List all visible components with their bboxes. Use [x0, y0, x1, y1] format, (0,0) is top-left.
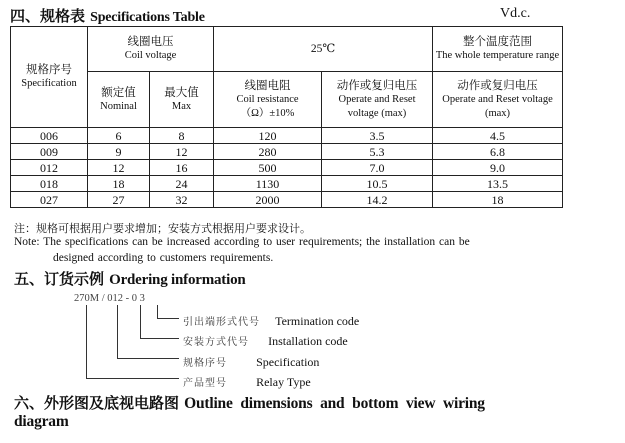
ordering-item-termination-en: Termination code: [275, 314, 360, 328]
ordering-item-termination: [183, 310, 359, 329]
section4-heading-cn: 四、规格表: [10, 7, 86, 25]
table-cell: 120: [214, 128, 322, 144]
header-max-cn: 最大值: [164, 86, 199, 99]
header-coil-resistance: [214, 72, 322, 128]
ordering-item-specification-cn: 规格序号: [183, 358, 227, 369]
table-cell: 6.8: [433, 144, 563, 160]
table-cell: 27: [88, 192, 150, 208]
header-coil-voltage-en: Coil voltage: [124, 50, 177, 61]
section5-heading-en: Ordering information: [109, 272, 246, 288]
header-25c: [214, 27, 433, 72]
header-coil-res-cn: 线圈电阻: [244, 79, 291, 92]
section6-heading-en-2: diagram: [14, 413, 69, 430]
table-cell: 6: [88, 128, 150, 144]
table-row: [11, 192, 563, 208]
table-cell: 500: [214, 160, 322, 176]
table-cell: 280: [214, 144, 322, 160]
table-cell: 12: [88, 160, 150, 176]
ordering-item-installation: [183, 330, 348, 349]
bracket-line-install-h: [140, 338, 179, 339]
section6-heading: [14, 392, 485, 413]
ordering-item-termination-cn: 引出端形式代号: [183, 317, 260, 328]
specifications-table: [10, 26, 563, 208]
header-op-reset2-en: Operate and Reset voltage (max): [442, 93, 553, 119]
header-coil-res-unit: （Ω）±10%: [240, 107, 295, 119]
header-nominal-cn: 额定值: [101, 86, 136, 99]
table-cell: 12: [150, 144, 214, 160]
note-en-label: Note:: [14, 236, 40, 248]
table-cell: 7.0: [322, 160, 433, 176]
section5-heading: [14, 268, 246, 289]
table-row: [11, 128, 563, 144]
header-operate-reset-whole: [433, 72, 563, 128]
table-cell: 14.2: [322, 192, 433, 208]
section4-heading: [10, 5, 205, 26]
header-whole-temp: [433, 27, 563, 72]
header-25c-text: 25℃: [310, 43, 336, 55]
section6-heading-en-1: Outline dimensions and bottom view wiring: [184, 395, 485, 412]
header-coil-voltage-cn: 线圈电压: [127, 36, 174, 48]
header-nominal: [88, 72, 150, 128]
bracket-line-termination-h: [157, 318, 179, 319]
table-cell: 018: [11, 176, 88, 192]
header-max: [150, 72, 214, 128]
ordering-item-relay-type-cn: 产品型号: [183, 378, 227, 389]
table-cell: 5.3: [322, 144, 433, 160]
section4-heading-en: Specifications Table: [90, 10, 205, 25]
table-cell: 8: [150, 128, 214, 144]
note-cn: 注：规格可根据用户要求增加；安装方式根据用户要求设计。: [14, 222, 311, 235]
table-header-row-1: [11, 27, 563, 72]
note-en: [14, 236, 470, 248]
ordering-item-specification-en: Specification: [256, 355, 320, 369]
table-cell: 32: [150, 192, 214, 208]
ordering-item-specification: [183, 351, 319, 370]
section5-heading-cn: 五、订货示例: [14, 270, 105, 288]
table-cell: 18: [433, 192, 563, 208]
header-op-reset2-cn: 动作或复归电压: [457, 79, 538, 92]
table-cell: 16: [150, 160, 214, 176]
header-max-en: Max: [171, 100, 192, 112]
table-cell: 2000: [214, 192, 322, 208]
ordering-item-installation-cn: 安装方式代号: [183, 337, 249, 348]
table-cell: 18: [88, 176, 150, 192]
bracket-line-type-v: [86, 305, 87, 379]
note-en-line1: The specifications can be increased according to user requirements; the installation can be: [43, 236, 470, 248]
table-cell: 9: [88, 144, 150, 160]
header-spec-cn: 规格序号: [26, 64, 72, 76]
table-cell: 1130: [214, 176, 322, 192]
table-cell: 9.0: [433, 160, 563, 176]
bracket-line-termination-v: [157, 305, 158, 319]
header-op-reset-en: Operate and Reset voltage (max): [338, 93, 416, 119]
ordering-item-installation-en: Installation code: [268, 334, 348, 348]
header-coil-res-en: Coil resistance: [236, 93, 299, 105]
bracket-line-spec-v: [117, 305, 118, 359]
ordering-item-relay-type: [183, 371, 311, 390]
header-spec-en: Specification: [21, 78, 77, 89]
header-coil-voltage: [88, 27, 214, 72]
ordering-code: 270M / 012 - 0 3: [74, 293, 145, 304]
table-cell: 10.5: [322, 176, 433, 192]
section6-heading-cn: 六、外形图及底视电路图: [14, 394, 180, 412]
table-cell: 006: [11, 128, 88, 144]
note-en-line2: designed according to customers requirements.: [53, 252, 274, 264]
table-cell: 13.5: [433, 176, 563, 192]
header-whole-temp-cn: 整个温度范围: [463, 36, 532, 48]
bracket-line-install-v: [140, 305, 141, 339]
table-row: [11, 176, 563, 192]
header-whole-temp-en: The whole temperature range: [435, 50, 560, 61]
header-specification: [11, 27, 88, 128]
header-operate-reset: [322, 72, 433, 128]
bracket-line-spec-h: [117, 358, 179, 359]
table-cell: 24: [150, 176, 214, 192]
header-op-reset-cn: 动作或复归电压: [336, 79, 418, 92]
bracket-line-type-h: [86, 378, 179, 379]
table-cell: 012: [11, 160, 88, 176]
table-header-row-2: [11, 72, 563, 128]
ordering-item-relay-type-en: Relay Type: [256, 375, 311, 389]
header-nominal-en: Nominal: [100, 100, 137, 112]
table-cell: 4.5: [433, 128, 563, 144]
table-cell: 027: [11, 192, 88, 208]
vdc-label: Vd.c.: [500, 6, 531, 21]
table-cell: 009: [11, 144, 88, 160]
table-row: [11, 144, 563, 160]
table-row: [11, 160, 563, 176]
table-body: [11, 128, 563, 208]
table-cell: 3.5: [322, 128, 433, 144]
